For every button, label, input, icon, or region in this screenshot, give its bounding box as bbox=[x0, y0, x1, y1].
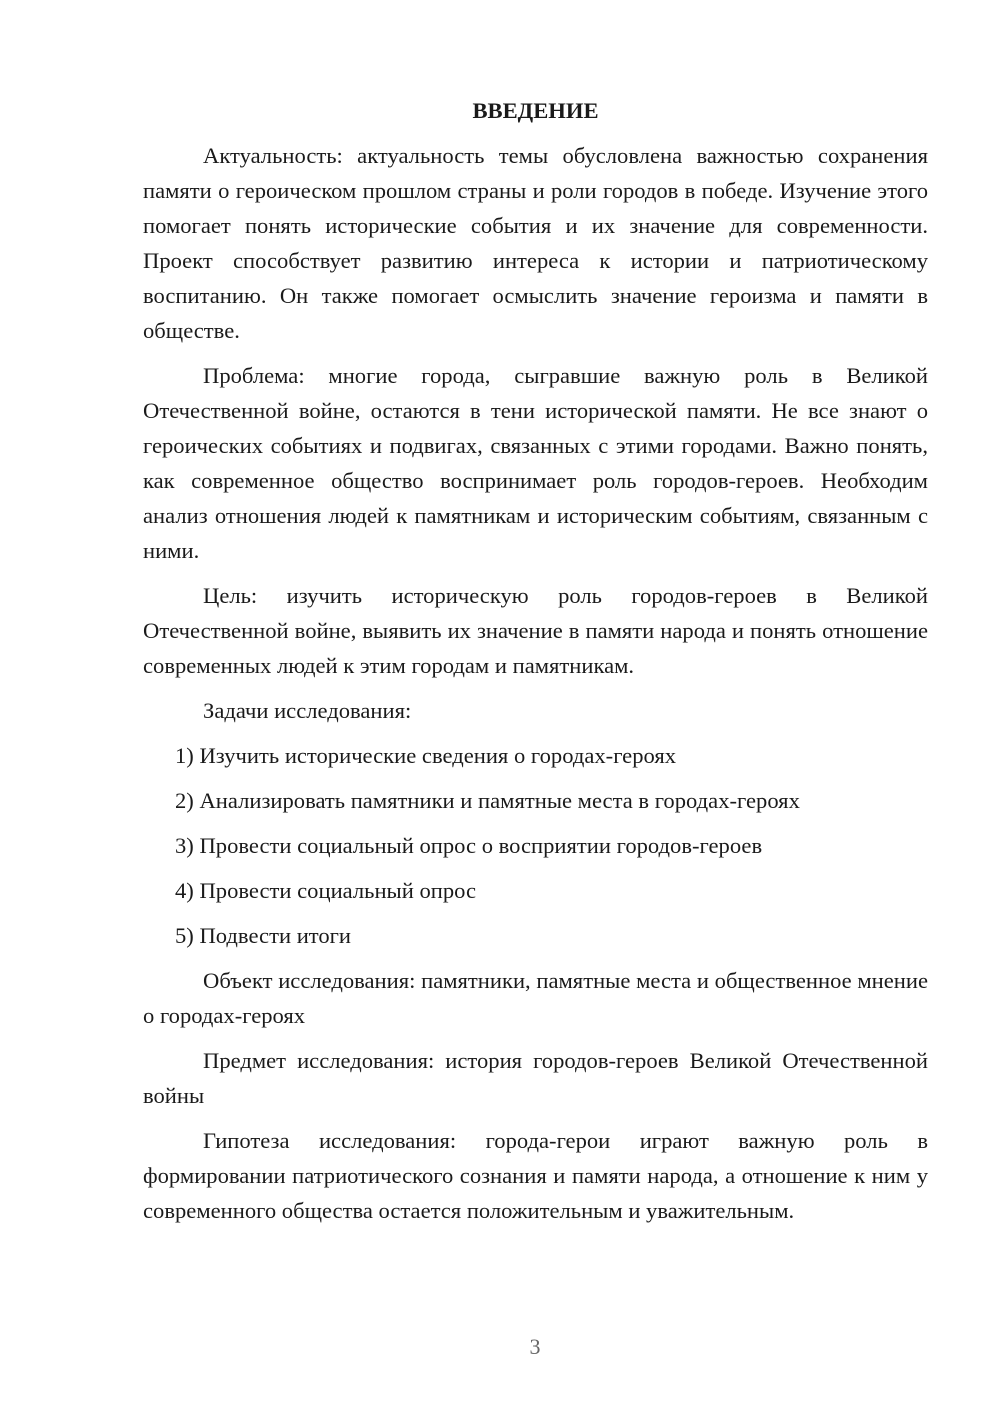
page-content bbox=[143, 96, 928, 1238]
task-item: 5) Подвести итоги bbox=[175, 923, 352, 948]
goal-paragraph: Цель: изучить историческую роль городов-героев в Великой Отечественной войне, выявить их значение в памяти народа и понять отношение современных людей к этим городам и памятникам. bbox=[143, 583, 928, 678]
subject-paragraph: Предмет исследования: история городов-героев Великой Отечественной войны bbox=[143, 1048, 928, 1108]
section-title: ВВЕДЕНИЕ bbox=[472, 98, 599, 123]
relevance-paragraph: Актуальность: актуальность темы обусловлена важностью сохранения памяти о героическом прошлом страны и роли городов в победе. Изучение этого помогает понять исторические события и их значение для современности. Проект способствует развитию интереса к истории и патриотическому воспитанию. Он также помогает осмыслить значение героизма и памяти в обществе. bbox=[143, 143, 928, 343]
hypothesis-paragraph: Гипотеза исследования: города-герои играют важную роль в формировании патриотического сознания и памяти народа, а отношение к ним у современного общества остается положительным и уважительным. bbox=[143, 1128, 928, 1223]
task-item: 1) Изучить исторические сведения о городах-героях bbox=[175, 743, 677, 768]
problem-paragraph: Проблема: многие города, сыгравшие важную роль в Великой Отечественной войне, остаются в тени исторической памяти. Не все знают о героических событиях и подвигах, связанных с этими городами. Важно понять, как современное общество воспринимает роль городов-героев. Необходим анализ отношения людей к памятникам и историческим событиям, связанным с ними. bbox=[143, 363, 928, 563]
page-number: 3 bbox=[529, 1334, 541, 1359]
task-item: 2) Анализировать памятники и памятные места в городах-героях bbox=[175, 788, 800, 813]
task-item: 3) Провести социальный опрос о восприятии городов-героев bbox=[175, 833, 763, 858]
tasks-heading: Задачи исследования: bbox=[203, 698, 412, 723]
object-paragraph: Объект исследования: памятники, памятные места и общественное мнение о городах-героях bbox=[143, 968, 928, 1028]
tasks-list bbox=[143, 738, 928, 953]
task-item: 4) Провести социальный опрос bbox=[175, 878, 477, 903]
